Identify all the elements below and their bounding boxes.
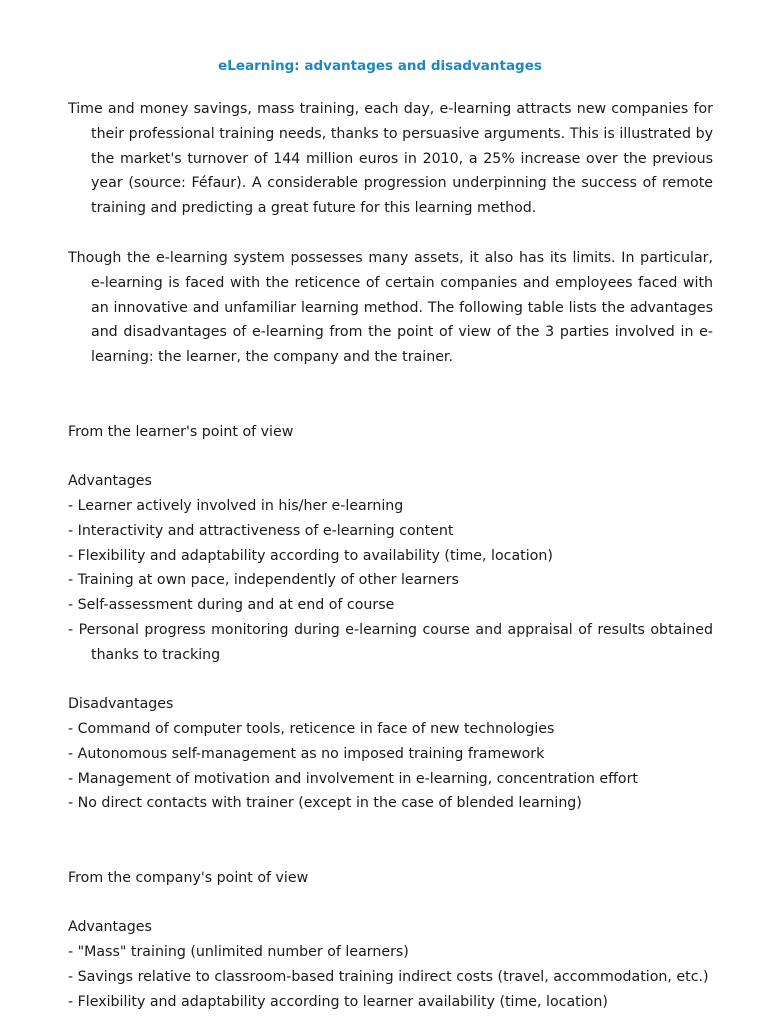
intro-paragraph-text: Though the e-learning system possesses many assets, it also has its limits. In particular, e-learning is faced with the reticence of certain companies and employees faced with an innovative and unfamiliar learning method. The following table lists the advantages and disadvantages of e-learning from the point of view of the 3 parties involved in e-learning: the learner, the company and the trainer. (68, 250, 713, 366)
list-item: - Autonomous self-management as no imposed training framework (68, 745, 545, 762)
list-item: - Learner actively involved in his/her e-learning (68, 498, 404, 514)
company-advantages-label: Advantages (68, 919, 152, 935)
learner-disadvantages-list (68, 717, 713, 816)
list-item: - Self-assessment during and at end of course (68, 597, 395, 614)
company-advantages-list (68, 940, 713, 1014)
list-item: - Personal progress monitoring during e-learning course and appraisal of results obtained thanks to tracking (68, 621, 713, 663)
company-section-heading: From the company's point of view (68, 870, 309, 886)
list-item: - Training at own pace, independently of other learners (68, 572, 459, 589)
intro-paragraph-text: Time and money savings, mass training, each day, e-learning attracts new companies for their professional training needs, thanks to persuasive arguments. This is illustrated by the market's turnover of 144 million euros in 2010, a 25% increase over the previous year (source: Féfaur). A considerable progression underpinning the success of remote training and predicting a great future for this learning method. (68, 101, 713, 217)
intro-paragraph-1 (68, 97, 713, 221)
list-item: - Savings relative to classroom-based training indirect costs (travel, accommodation, etc.) (68, 968, 709, 985)
learner-advantages-list (68, 494, 713, 668)
intro-paragraph-2 (68, 246, 713, 370)
list-item: - No direct contacts with trainer (except in the case of blended learning) (68, 795, 582, 812)
list-item: - Command of computer tools, reticence in face of new technologies (68, 721, 555, 737)
learner-advantages-label: Advantages (68, 473, 152, 489)
list-item: - Management of motivation and involvement in e-learning, concentration effort (68, 770, 638, 787)
list-item: - Flexibility and adaptability according to learner availability (time, location) (68, 993, 608, 1010)
list-item: - Flexibility and adaptability according to availability (time, location) (68, 547, 553, 564)
document-title: eLearning: advantages and disadvantages (218, 58, 542, 74)
learner-section-heading: From the learner's point of view (68, 424, 294, 440)
list-item: - Interactivity and attractiveness of e-learning content (68, 522, 454, 539)
learner-disadvantages-label: Disadvantages (68, 696, 174, 712)
list-item: - "Mass" training (unlimited number of learners) (68, 944, 409, 960)
